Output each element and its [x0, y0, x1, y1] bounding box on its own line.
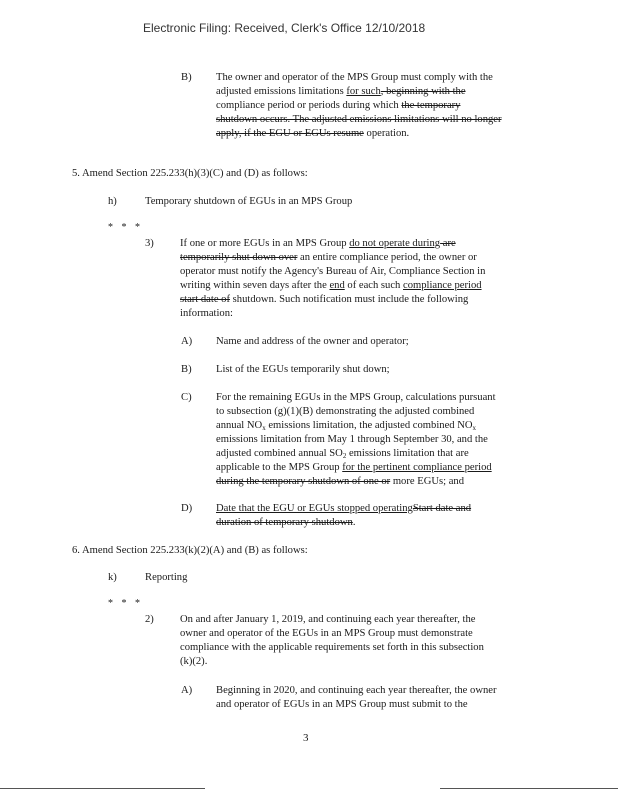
inserted-text: end [329, 280, 345, 291]
item-h-label: h) [108, 196, 117, 207]
line [180, 251, 550, 265]
line: and operator of EGUs in an MPS Group must submit to the [216, 699, 468, 710]
line: emissions limitation from May 1 through September 30, and the [216, 434, 488, 445]
deleted-text: are [440, 238, 456, 249]
line: information: [180, 308, 233, 319]
section-6-heading: 6. Amend Section 225.233(k)(2)(A) and (B) as follows: [72, 545, 308, 556]
text: an entire compliance period, the owner or [297, 252, 477, 263]
line: Beginning in 2020, and continuing each year thereafter, the owner [216, 685, 497, 696]
omission-stars: * * * [108, 222, 143, 233]
text: . [352, 517, 356, 528]
text: If one or more EGUs in an MPS Group [180, 238, 350, 249]
item-k-label: k) [108, 572, 117, 583]
deleted-text: Start date and [412, 503, 472, 514]
item-3-text [180, 237, 550, 321]
text: more EGUs; and [390, 476, 465, 487]
section-5-heading: 5. Amend Section 225.233(h)(3)(C) and (D) as follows: [72, 168, 308, 179]
item-3-label: 3) [145, 238, 154, 249]
footer-rule [440, 788, 618, 789]
line [216, 85, 556, 99]
text: shutdown. Such notification must include the following [230, 294, 469, 305]
line [216, 127, 556, 141]
item-h-text: Temporary shutdown of EGUs in an MPS Group [145, 196, 353, 207]
footer-rule [0, 788, 205, 789]
item-2-label: 2) [145, 614, 154, 625]
item-b2-text: List of the EGUs temporarily shut down; [216, 364, 390, 375]
line [180, 279, 550, 293]
line [180, 293, 550, 307]
line [216, 461, 556, 475]
item-b2-label: B) [181, 364, 192, 375]
line: operator must notify the Agency's Bureau of Air, Compliance Section in [180, 266, 486, 277]
line: to subsection (g)(1)(B) demonstrating the adjusted combined [216, 406, 475, 417]
item-a-label: A) [181, 336, 193, 347]
text: emissions limitation, the adjusted combined NO [265, 420, 473, 431]
item-c-text [216, 391, 556, 489]
text: applicable to the MPS Group [216, 462, 343, 473]
text: emissions limitation that are [346, 448, 469, 459]
deleted-text: , beginning with the [380, 86, 466, 97]
text: adjusted combined annual SO [216, 448, 343, 459]
line: compliance with the applicable requirements set forth in this subsection [180, 642, 484, 653]
inserted-text: for such [346, 86, 381, 97]
inserted-text: Date that the EGU or EGUs stopped operating [216, 503, 413, 514]
line [216, 447, 556, 461]
deleted-text: duration of temporary shutdown [216, 517, 353, 528]
inserted-text: do not operate during [349, 238, 441, 249]
subscript: x [472, 424, 477, 432]
line [216, 99, 556, 113]
line [180, 237, 550, 251]
item-k-text: Reporting [145, 572, 188, 583]
text: compliance period or periods during which [216, 100, 402, 111]
line: owner and operator of the EGUs in an MPS Group must demonstrate [180, 628, 473, 639]
deleted-text: the temporary [401, 100, 461, 111]
text: annual NO [216, 420, 263, 431]
item-b-label: B) [181, 72, 192, 83]
line: For the remaining EGUs in the MPS Group, calculations pursuant [216, 392, 496, 403]
subscript: 2 [342, 452, 347, 460]
inserted-text: compliance period [403, 280, 482, 291]
item-d-label: D) [181, 503, 193, 514]
line [216, 502, 556, 516]
deleted-text: shutdown occurs. The adjusted emissions limitations will no longer [216, 114, 502, 125]
inserted-text: for the pertinent compliance period [342, 462, 492, 473]
subscript: x [262, 424, 266, 432]
text: operation. [363, 128, 410, 139]
item-c-label: C) [181, 392, 192, 403]
line: (k)(2). [180, 656, 208, 667]
deleted-text: apply, if the EGU or EGUs resume [216, 128, 364, 139]
item-b-text [216, 71, 556, 141]
item-a2-text [216, 684, 556, 712]
omission-stars: * * * [108, 598, 143, 609]
item-a2-label: A) [181, 685, 193, 696]
deleted-text: start date of [180, 294, 231, 305]
line [216, 419, 556, 433]
item-a-text: Name and address of the owner and operator; [216, 336, 409, 347]
line [216, 516, 556, 530]
text: of each such [344, 280, 403, 291]
text: adjusted emissions limitations [216, 86, 347, 97]
deleted-text: temporarily shut down over [180, 252, 298, 263]
deleted-text: during the temporary shutdown of one or [216, 476, 391, 487]
line [216, 475, 556, 489]
line: On and after January 1, 2019, and continuing each year thereafter, the [180, 614, 476, 625]
page-number: 3 [303, 732, 309, 744]
filing-header: Electronic Filing: Received, Clerk's Office 12/10/2018 [143, 21, 426, 35]
item-2-text [180, 613, 550, 669]
text: writing within seven days after the [180, 280, 330, 291]
line: The owner and operator of the MPS Group must comply with the [216, 72, 493, 83]
item-d-text [216, 502, 556, 530]
